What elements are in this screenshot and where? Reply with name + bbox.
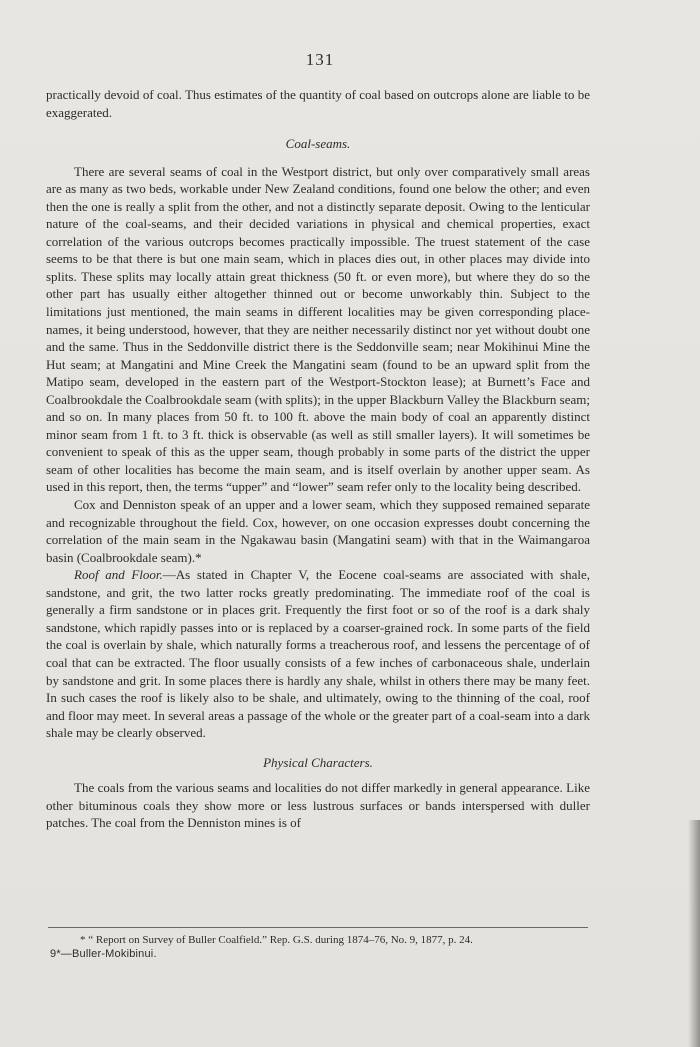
footnote: * “ Report on Survey of Buller Coalfield.” Rep. G.S. during 1874–76, No. 9, 1877, p. 24. — [80, 934, 473, 946]
physical-characters-paragraph: The coals from the various seams and localities do not differ markedly in general appearance. Like other bituminous coals they show more or less lustrous surfaces or bands interspersed with duller patches. The coal from the Denniston mines is of — [46, 780, 590, 831]
printer-signature: 9*—Buller-Mokibinui. — [50, 948, 157, 960]
footnote-divider — [48, 927, 588, 928]
roof-floor-text: —As stated in Chapter V, the Eocene coal-seams are associated with shale, sandstone, and grit, the two latter rocks greatly predominating. The immediate roof of the coal is generally a firm sandstone or in places grit. Frequently the first foot or so of the roof is a dark shaly sandstone, which rapidly passes into or is replaced by a coarser-grained rock. In some parts of the field the coal is overlain by shale, which naturally forms a treacherous roof, and lessens the percentage of of coal that can be extracted. The floor usually consists of a few inches of carbonaceous shale, underlain by sandstone and grit. In some places there is hardly any shale, whilst in others there may be many feet. In such cases the roof is likely also to be shale, and ultimately, owing to the thinning of the coal, roof and floor may meet. In several areas a passage of the whole or the greater part of a coal-seam into a dark shale may be clearly observed. — [46, 567, 590, 741]
coal-seams-paragraph-2: Cox and Denniston speak of an upper and a lower seam, which they supposed remained separate and recognizable throughout the field. Cox, however, on one occasion expresses doubt concerning the correlation of the main seam in the Ngakawau basin (Mangatini seam) with that in the Waimangaroa basin (Coalbrookdale seam).* — [46, 497, 590, 565]
body-text — [46, 86, 590, 832]
physical-characters-heading: Physical Characters. — [263, 754, 373, 770]
coal-seams-heading: Coal-seams. — [285, 136, 351, 152]
intro-paragraph: practically devoid of coal. Thus estimates of the quantity of coal based on outcrops alone are liable to be exaggerated. — [46, 87, 590, 120]
roof-floor-heading: Roof and Floor. — [74, 567, 163, 583]
coal-seams-paragraph-1: There are several seams of coal in the Westport district, but only over comparatively small areas are as many as two beds, workable under New Zealand conditions, found one below the other; and even then the one is really a split from the other, and not a distinctly separate deposit. Owing to the lenticular nature of the coal-seams, and their decided variations in physical and chemical properties, exact correlation of the various outcrops becomes practically impossible. The truest statement of the case seems to be that there is but one main seam, which in places dies out, in other places may divide into splits. These splits may locally attain great thickness (50 ft. or even more), but where they do so the other part has usually either altogether thinned out or become unworkably thin. Subject to the limitations just mentioned, the main seams in different localities may be given corresponding place-names, it being understood, however, that they are neither necessarily distinct nor yet without doubt one and the same. Thus in the Seddonville district there is the Seddonville seam; near Mokihinui Mine the Hut seam; at Mangatini and Mine Creek the Mangatini seam (found to be an upward split from the Matipo seam, developed in the eastern part of the Westport-Stockton lease); at Burnett’s Face and Coalbrookdale the Coalbrookdale seam (with splits); in the upper Blackburn Valley the Blackburn seam; and so on. In many places from 50 ft. to 100 ft. above the main body of coal an apparently distinct minor seam from 1 ft. to 3 ft. thick is observable (as well as still smaller layers). It will sometimes be convenient to speak of this as the upper seam, though probably in some parts of the district the upper seam of other localities has become the main seam, and is itself overlain by another upper seam. As used in this report, then, the terms “upper” and “lower” seam refer only to the locality being described. — [46, 163, 590, 495]
page-edge-shadow — [688, 820, 700, 1047]
roof-floor-paragraph — [46, 566, 590, 741]
page-number: 131 — [305, 50, 335, 69]
